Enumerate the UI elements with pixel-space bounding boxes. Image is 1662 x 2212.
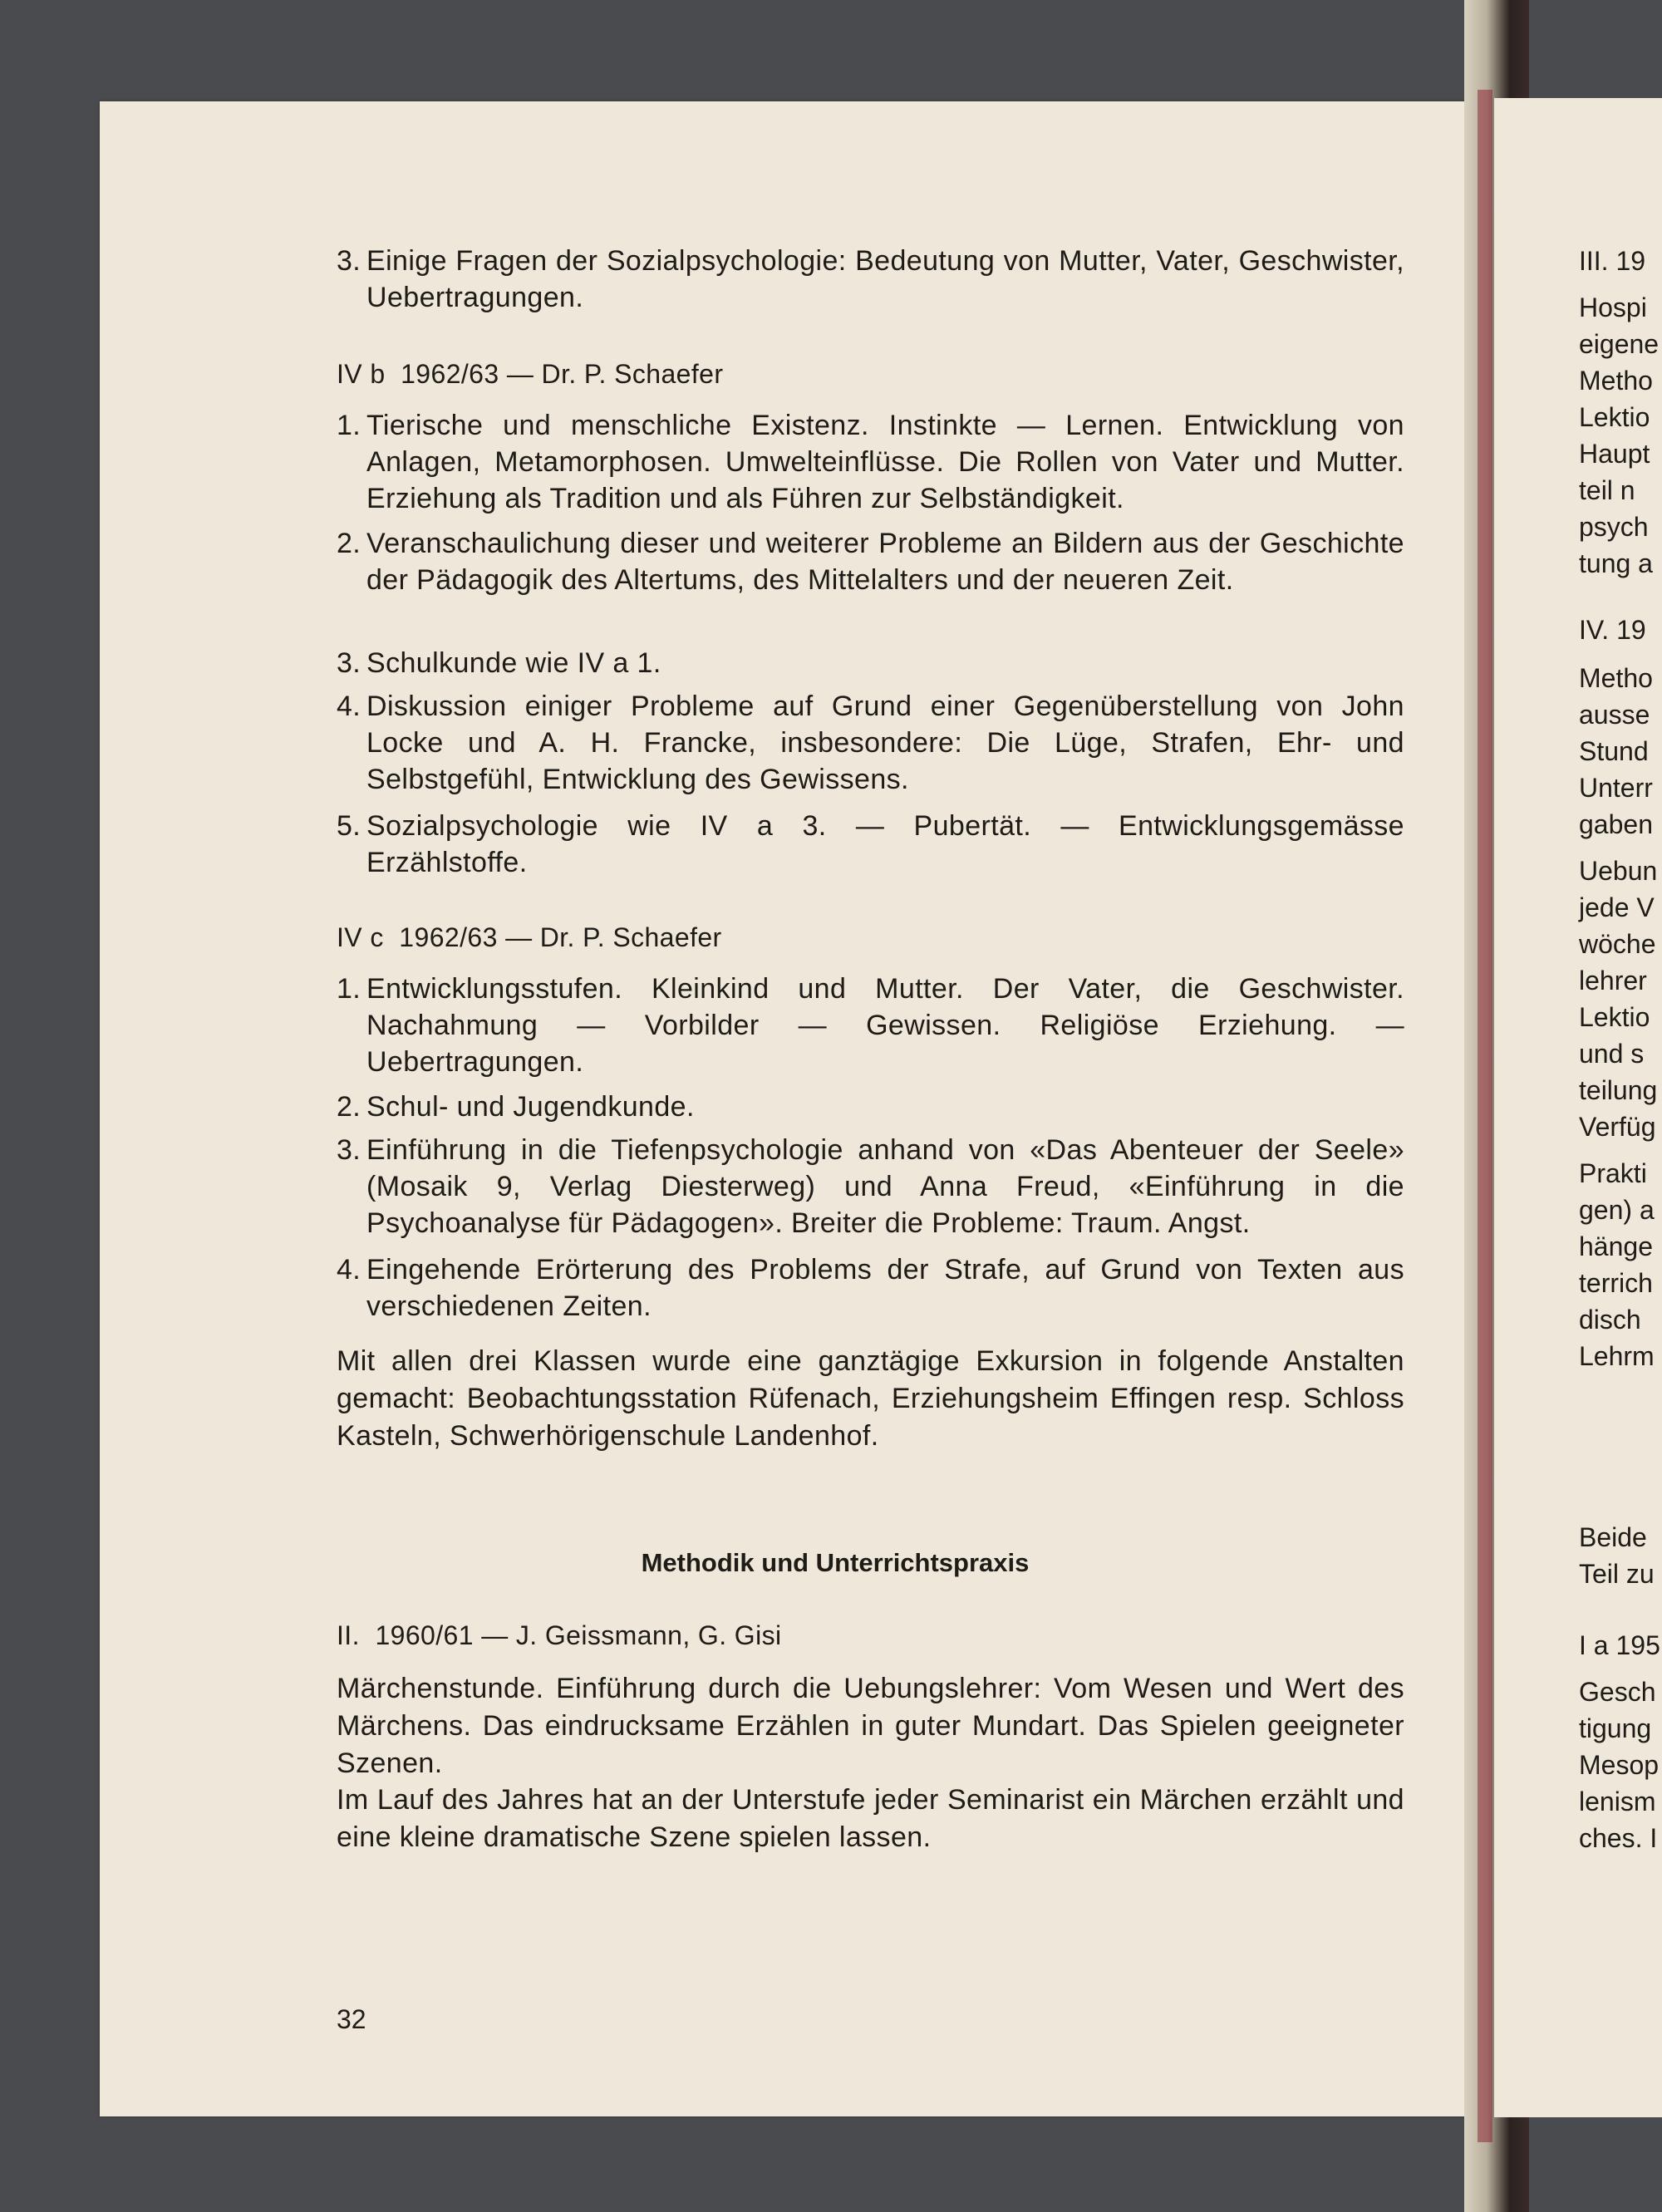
item-number: 3. bbox=[337, 1134, 361, 1166]
right-page-text: Mesop bbox=[1579, 1750, 1660, 1780]
right-page-text: I a 195 bbox=[1579, 1630, 1660, 1660]
list-item bbox=[337, 1132, 1404, 1244]
list-item bbox=[337, 971, 1404, 1083]
item-number: 2. bbox=[337, 1091, 361, 1123]
right-page-text: ches. I bbox=[1579, 1823, 1658, 1853]
right-page-text: Beide bbox=[1579, 1522, 1647, 1552]
right-page-text: disch bbox=[1579, 1305, 1641, 1335]
list-item bbox=[337, 688, 1404, 800]
list-item bbox=[337, 243, 1404, 317]
right-page-text: teilung bbox=[1579, 1075, 1658, 1105]
section-title: Methodik und Unterrichtspraxis bbox=[641, 1548, 1030, 1577]
list-item bbox=[337, 808, 1404, 882]
right-page-text: Metho bbox=[1579, 366, 1653, 396]
right-page-text: tigung bbox=[1579, 1713, 1652, 1743]
item-text: Einführung in die Tiefenpsychologie anhand von «Das Abenteuer der Seele» (Mosaik 9, Verlag Diesterweg) und Anna Freud, «Einführung in die Psychoanalyse für Pädagogen». Breiter die Probleme: Traum. Angst. bbox=[366, 1134, 1404, 1239]
item-number: 4. bbox=[337, 691, 361, 722]
section-heading-ii: II. 1960/61 — J. Geissmann, G. Gisi bbox=[337, 1620, 782, 1650]
right-page-text: Stund bbox=[1579, 736, 1649, 766]
list-item bbox=[337, 407, 1404, 519]
list-item bbox=[337, 645, 1404, 682]
right-page-text: psych bbox=[1579, 512, 1649, 542]
section-ii-paragraph: Märchenstunde. Einführung durch die Uebungslehrer: Vom Wesen und Wert des Märchens. Das eindrucksame Erzählen in guter Mundart. Das Spielen geeigneter Szenen. bbox=[337, 1673, 1404, 1779]
list-item bbox=[337, 1089, 1404, 1126]
right-page-text: tung a bbox=[1579, 548, 1653, 578]
item-number: 1. bbox=[337, 410, 361, 441]
right-page-text: jede V bbox=[1579, 892, 1655, 922]
item-number: 4. bbox=[337, 1254, 361, 1285]
section-ii-paragraph: Im Lauf des Jahres hat an der Unterstufe jeder Seminarist ein Märchen erzählt und eine kleine dramatische Szene spielen lassen. bbox=[337, 1784, 1404, 1853]
list-item bbox=[337, 1251, 1404, 1326]
item-number: 1. bbox=[337, 973, 361, 1005]
item-text: Entwicklungsstufen. Kleinkind und Mutter. Der Vater, die Geschwister. Nachahmung — Vorbilder — Gewissen. Religiöse Erziehung. — Uebertragungen. bbox=[366, 973, 1404, 1078]
right-page-text: ausse bbox=[1579, 700, 1650, 730]
right-page-text: terrich bbox=[1579, 1268, 1653, 1298]
item-text: Sozialpsychologie wie IV a 3. — Pubertät. — Entwicklungsgemässe Erzählstoffe. bbox=[366, 810, 1404, 878]
item-text: Veranschaulichung dieser und weiterer Probleme an Bildern aus der Geschichte der Pädagogik des Altertums, des Mittelalters und der neueren Zeit. bbox=[366, 528, 1404, 596]
right-page-text: Verfüg bbox=[1579, 1112, 1656, 1142]
right-page-text: und s bbox=[1579, 1039, 1645, 1069]
item-text: Eingehende Erörterung des Problems der Strafe, auf Grund von Texten aus verschiedenen Zeiten. bbox=[366, 1254, 1404, 1322]
right-page-text: Uebun bbox=[1579, 856, 1658, 886]
right-page-text: hänge bbox=[1579, 1231, 1653, 1261]
item-number: 3. bbox=[337, 647, 361, 679]
right-page-text: gaben bbox=[1579, 809, 1653, 839]
right-page-text: III. 19 bbox=[1579, 246, 1646, 276]
right-page-text: Lehrm bbox=[1579, 1341, 1655, 1371]
right-page-text: Metho bbox=[1579, 663, 1653, 693]
right-page-text: Hospi bbox=[1579, 292, 1647, 322]
right-page-text: Lektio bbox=[1579, 402, 1650, 432]
right-page-text: IV. 19 bbox=[1579, 615, 1646, 645]
right-page-text: Prakti bbox=[1579, 1158, 1647, 1188]
item-number: 5. bbox=[337, 810, 361, 842]
item-number: 3. bbox=[337, 245, 361, 277]
item-text: Diskussion einiger Probleme auf Grund einer Gegenüberstellung von John Locke und A. H. Francke, insbesondere: Die Lüge, Strafen, Ehr- und Selbstgefühl, Entwicklung des Gewissens. bbox=[366, 691, 1404, 795]
right-page-text: gen) a bbox=[1579, 1195, 1655, 1225]
page-number: 32 bbox=[337, 2004, 366, 2034]
right-page-text: lenism bbox=[1579, 1787, 1656, 1816]
list-item bbox=[337, 525, 1404, 637]
section-heading-ivc: IV c 1962/63 — Dr. P. Schaefer bbox=[337, 922, 722, 952]
right-page-text: eigene bbox=[1579, 329, 1660, 359]
item-text: Schulkunde wie IV a 1. bbox=[366, 647, 661, 679]
right-page-text: Lektio bbox=[1579, 1002, 1650, 1032]
item-number: 2. bbox=[337, 528, 361, 559]
section-heading-ivb: IV b 1962/63 — Dr. P. Schaefer bbox=[337, 359, 724, 389]
right-page-text: lehrer bbox=[1579, 966, 1647, 995]
item-text: Schul- und Jugendkunde. bbox=[366, 1091, 695, 1123]
right-page-text: Gesch bbox=[1579, 1677, 1656, 1707]
right-page-text: teil n bbox=[1579, 475, 1635, 505]
right-page-text: Teil zu bbox=[1579, 1559, 1655, 1589]
excursion-paragraph: Mit allen drei Klassen wurde eine ganztägige Exkursion in folgende Anstalten gemacht: Beobachtungsstation Rüfenach, Erziehungsheim Effingen resp. Schloss Kasteln, Schwerhörigenschule Landenhof. bbox=[337, 1345, 1404, 1452]
right-page-text: wöche bbox=[1579, 929, 1656, 959]
right-page-text: Haupt bbox=[1579, 439, 1650, 469]
right-page-text: Unterr bbox=[1579, 773, 1653, 803]
item-text: Tierische und menschliche Existenz. Instinkte — Lernen. Entwicklung von Anlagen, Metamorphosen. Umwelteinflüsse. Die Rollen von Vater und Mutter. Erziehung als Tradition und als Führen zur Selbständigkeit. bbox=[366, 410, 1404, 514]
binding-thread bbox=[1478, 90, 1492, 2142]
item-text: Einige Fragen der Sozialpsychologie: Bedeutung von Mutter, Vater, Geschwister, Uebertragungen. bbox=[366, 245, 1404, 313]
